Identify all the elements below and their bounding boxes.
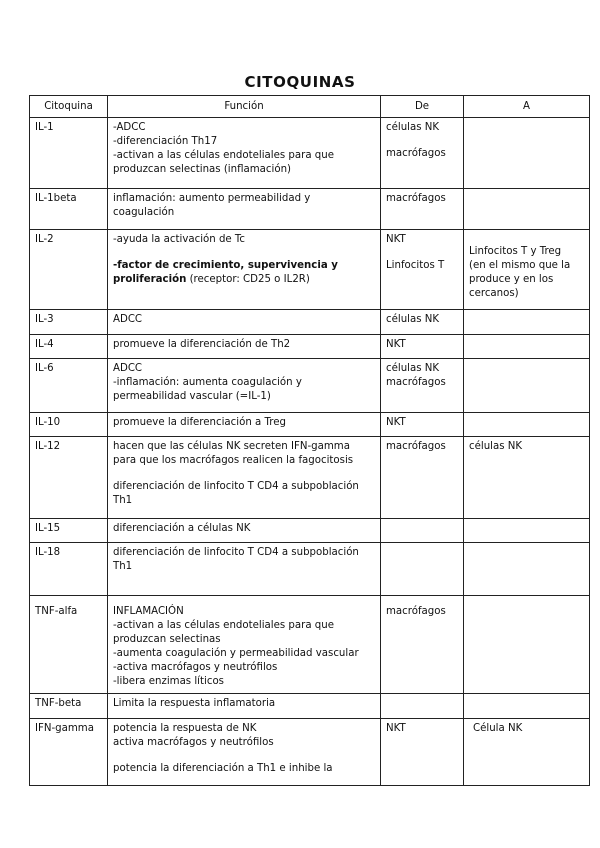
source-line: NKT [386,723,406,734]
function-line: -activan a las células endoteliales para que [113,150,334,161]
function-line: activa macrófagos y neutrófilos [113,737,274,748]
target-line: cercanos) [469,288,519,299]
table-row [30,543,590,596]
target-line: (en el mismo que la [469,260,571,271]
function-line: diferenciación de linfocito T CD4 a subpoblación [113,547,359,558]
cytokine-name: IL-10 [30,413,108,437]
target-cell [464,413,590,437]
function-line: diferenciación a células NK [113,523,251,534]
source-cell [381,719,464,786]
function-cell [108,118,381,189]
function-line: -activa macrófagos y neutrófilos [113,662,278,673]
function-line: permeabilidad vascular (=IL-1) [113,391,271,402]
table-row [30,437,590,519]
source-cell [381,543,464,596]
function-line: potencia la respuesta de NK [113,723,257,734]
header-citoquina: Citoquina [30,96,108,118]
function-line-note: (receptor: CD25 o IL2R) [186,274,310,285]
source-line: células NK [386,314,440,325]
table-row [30,335,590,359]
table-row [30,596,590,694]
source-line: células NK [386,363,440,374]
function-cell [108,519,381,543]
target-line: Célula NK [473,723,523,734]
function-cell [108,694,381,719]
cytokine-name: IL-1beta [30,189,108,230]
function-line: hacen que las células NK secreten IFN-gamma [113,441,350,452]
source-cell [381,694,464,719]
table-row [30,719,590,786]
table-row [30,230,590,310]
function-line: -ayuda la activación de Tc [113,234,246,245]
cytokine-table [29,95,590,786]
function-cell [108,310,381,335]
table-row [30,359,590,413]
target-cell [464,335,590,359]
source-line: NKT [386,234,406,245]
table-row [30,413,590,437]
cytokine-name-text: TNF-alfa [35,606,78,617]
function-line: -libera enzimas líticos [113,676,224,687]
function-line-bold: -factor de crecimiento, supervivencia y [113,260,338,271]
function-line: produzcan selectinas (inflamación) [113,164,292,175]
function-cell [108,543,381,596]
function-line: inflamación: aumento permeabilidad y [113,193,311,204]
function-line: ADCC [113,363,143,374]
function-line: -activan a las células endoteliales para que [113,620,334,631]
header-funcion: Función [108,96,381,118]
function-cell [108,359,381,413]
cytokine-name: IL-2 [30,230,108,310]
target-cell [464,310,590,335]
function-line: ADCC [113,314,143,325]
target-cell [464,694,590,719]
table-row [30,310,590,335]
function-line: -inflamación: aumenta coagulación y [113,377,302,388]
target-cell [464,359,590,413]
cytokine-name: IL-1 [30,118,108,189]
target-cell [464,596,590,694]
function-line: para que los macrófagos realicen la fagocitosis [113,455,354,466]
function-line: INFLAMACIÓN [113,606,184,617]
table-row [30,694,590,719]
function-line: Th1 [113,561,133,572]
source-line: macrófagos [386,148,446,159]
source-line: NKT [386,417,406,428]
header-de: De [381,96,464,118]
function-cell [108,596,381,694]
target-cell [464,118,590,189]
source-cell [381,413,464,437]
source-cell [381,118,464,189]
function-line: potencia la diferenciación a Th1 e inhibe la [113,763,333,774]
cytokine-name: IL-18 [30,543,108,596]
source-line: macrófagos [386,606,446,617]
source-line: macrófagos [386,441,446,452]
source-line: macrófagos [386,377,446,388]
function-line: -ADCC [113,122,146,133]
function-cell [108,189,381,230]
source-line: células NK [386,122,440,133]
function-line: promueve la diferenciación de Th2 [113,339,291,350]
source-line: macrófagos [386,193,446,204]
cytokine-name: IL-12 [30,437,108,519]
function-line: -diferenciación Th17 [113,136,218,147]
source-cell [381,437,464,519]
function-line: produzcan selectinas [113,634,221,645]
function-line-bold: proliferación [113,274,187,285]
function-cell [108,719,381,786]
source-cell [381,359,464,413]
function-line: coagulación [113,207,175,218]
cytokine-name: IL-15 [30,519,108,543]
header-a: A [464,96,590,118]
cytokine-name: IL-6 [30,359,108,413]
source-cell [381,596,464,694]
function-line: -aumenta coagulación y permeabilidad vascular [113,648,359,659]
table-row [30,519,590,543]
cytokine-name: IL-3 [30,310,108,335]
cytokine-name [30,596,108,694]
function-line: Limita la respuesta inflamatoria [113,698,276,709]
function-cell [108,230,381,310]
function-cell [108,437,381,519]
source-cell [381,519,464,543]
target-line: Linfocitos T y Treg [469,246,562,257]
target-cell [464,519,590,543]
page-title: CITOQUINAS [244,73,356,91]
target-line: produce y en los [469,274,554,285]
source-cell [381,189,464,230]
function-line: promueve la diferenciación a Treg [113,417,286,428]
target-cell [464,543,590,596]
function-line: diferenciación de linfocito T CD4 a subpoblación [113,481,359,492]
cytokine-name: TNF-beta [30,694,108,719]
function-cell [108,413,381,437]
function-line: Th1 [113,495,133,506]
table-row [30,118,590,189]
target-cell: células NK [464,437,590,519]
source-cell [381,230,464,310]
target-cell [464,719,590,786]
source-cell [381,335,464,359]
table-row [30,189,590,230]
target-cell [464,189,590,230]
function-cell [108,335,381,359]
cytokine-name: IL-4 [30,335,108,359]
cytokine-name: IFN-gamma [30,719,108,786]
table-header-row [30,96,590,118]
target-cell [464,230,590,310]
source-cell [381,310,464,335]
source-line: NKT [386,339,406,350]
source-line: Linfocitos T [386,260,445,271]
